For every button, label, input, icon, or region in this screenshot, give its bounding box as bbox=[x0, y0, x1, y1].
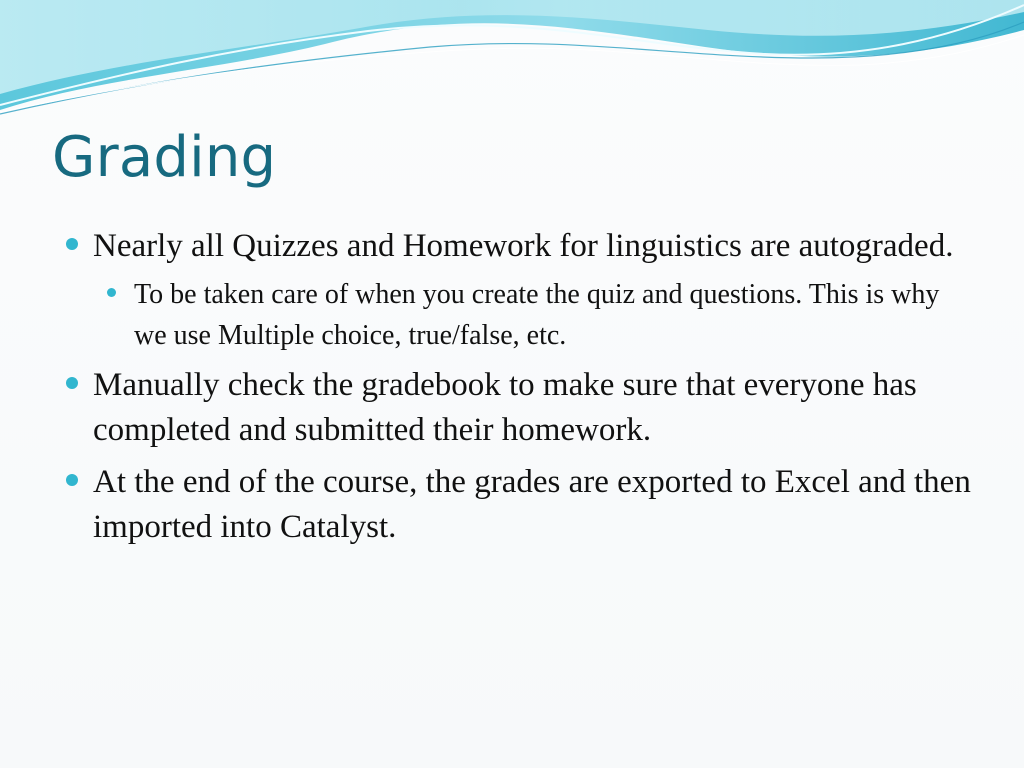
main-bullet-text: Manually check the gradebook to make sure that everyone has completed and submitted their homework. bbox=[93, 367, 917, 448]
slide-title: Grading bbox=[52, 125, 277, 190]
main-bullet-2 bbox=[64, 363, 974, 453]
sub-bullet-text: To be taken care of when you create the quiz and questions. This is why we use Multiple choice, true/false, etc. bbox=[134, 279, 940, 351]
decorative-wave-header bbox=[0, 0, 1024, 130]
main-bullet-text: At the end of the course, the grades are exported to Excel and then imported into Catalyst. bbox=[93, 464, 971, 545]
main-bullet-3 bbox=[64, 460, 974, 550]
slide-bullet-list bbox=[64, 224, 974, 557]
main-bullet-text: Nearly all Quizzes and Homework for linguistics are autograded. bbox=[93, 228, 954, 264]
main-bullet-1 bbox=[64, 224, 974, 356]
sub-bullet-list bbox=[106, 274, 974, 356]
sub-bullet-1 bbox=[106, 274, 974, 356]
